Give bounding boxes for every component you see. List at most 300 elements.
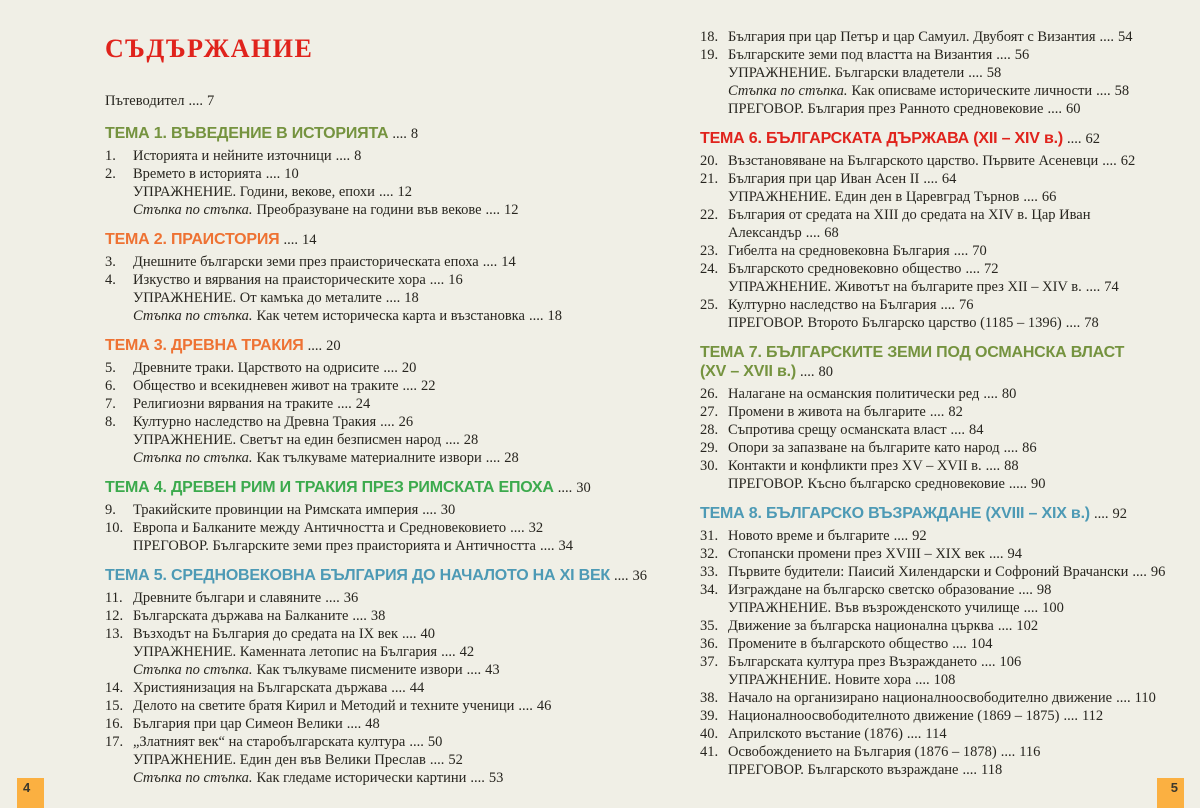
dot-leader: .... xyxy=(307,338,323,354)
entry-page: 18 xyxy=(547,308,562,324)
entry-lead-italic: Стъпка по стъпка. xyxy=(133,308,253,324)
toc-entry xyxy=(105,165,653,183)
dot-leader: .... xyxy=(1063,708,1078,724)
toc-entry xyxy=(700,457,1178,475)
toc-section-tema-5-continued xyxy=(700,28,1178,118)
entry-text: ПРЕГОВОР. Късно българско средновековие xyxy=(728,476,1005,492)
dot-leader: .... xyxy=(950,422,966,438)
toc-entry xyxy=(105,271,653,289)
dot-leader: .... xyxy=(1116,690,1131,706)
entry-lead-italic: Стъпка по стъпка. xyxy=(133,202,253,218)
dot-leader: .... xyxy=(265,166,281,182)
entry-page: 26 xyxy=(398,414,414,430)
entry-text: Промени в живота на българите xyxy=(728,404,926,420)
dot-leader: .... xyxy=(1102,153,1117,169)
toc-entry xyxy=(700,242,1178,260)
dot-leader: .... xyxy=(409,734,424,750)
dot-leader: .... xyxy=(953,243,969,259)
entry-text: Първите будители: Паисий Хилендарски и Софроний Врачански xyxy=(728,564,1129,580)
entry-page: 74 xyxy=(1104,279,1119,295)
entry-page: 72 xyxy=(983,261,999,277)
entry-text: Съпротива срещу османската власт xyxy=(728,422,947,438)
entry-number: 23. xyxy=(700,243,719,259)
dot-leader: .... xyxy=(441,644,456,660)
toc-entry xyxy=(700,421,1178,439)
toc-entry xyxy=(105,431,653,449)
entry-lead-italic: Стъпка по стъпка. xyxy=(133,770,253,786)
dot-leader: .... xyxy=(980,654,996,670)
toc-section-tema-4 xyxy=(105,478,653,555)
dot-leader: .... xyxy=(429,272,445,288)
section-title-text: ТЕМА 2. ПРАИСТОРИЯ xyxy=(105,231,280,248)
dot-leader: .... xyxy=(968,65,983,81)
toc-section-tema-5 xyxy=(105,566,653,787)
entry-number: 28. xyxy=(700,422,719,438)
toc-entry xyxy=(105,307,653,325)
entry-text: Възстановяване на Българското царство. Първите Асеневци xyxy=(728,153,1099,169)
entry-page: 94 xyxy=(1007,546,1022,562)
entry-page: 60 xyxy=(1065,101,1081,117)
entry-page: 100 xyxy=(1042,600,1064,616)
toc-entry xyxy=(700,100,1178,118)
entry-text: УПРАЖНЕНИЕ. Един ден във Велики Преслав xyxy=(133,752,426,768)
dot-leader: .... xyxy=(1096,83,1111,99)
entry-page: 88 xyxy=(1004,458,1019,474)
entry-number: 41. xyxy=(700,744,719,760)
entry-page: 78 xyxy=(1084,315,1099,331)
dot-leader: .... xyxy=(1093,506,1109,522)
section-page: 14 xyxy=(301,232,317,248)
entry-number: 39. xyxy=(700,708,719,724)
entry-number: 13. xyxy=(105,626,124,642)
section-title xyxy=(105,336,653,356)
toc-entry xyxy=(105,625,653,643)
entry-page: 58 xyxy=(986,65,1002,81)
entry-number: 9. xyxy=(105,502,116,518)
dot-leader: .... xyxy=(188,93,203,109)
entry-page: 24 xyxy=(355,396,371,412)
entry-number: 32. xyxy=(700,546,719,562)
entry-page: 62 xyxy=(1120,153,1136,169)
dot-leader: .... xyxy=(539,538,555,554)
entry-text: Древните траки. Царството на одрисите xyxy=(133,360,380,376)
entry-text: Делото на светите братя Кирил и Методий и техните ученици xyxy=(133,698,515,714)
entry-number: 33. xyxy=(700,564,719,580)
dot-leader: .... xyxy=(988,546,1004,562)
entry-text: УПРАЖНЕНИЕ. Каменната летопис на България xyxy=(133,644,438,660)
toc-entry xyxy=(700,82,1178,100)
entry-text: Българската държава на Балканите xyxy=(133,608,349,624)
entry-number: 26. xyxy=(700,386,719,402)
entry-text: Древните българи и славяните xyxy=(133,590,322,606)
entry-text: Как описваме историческите личности xyxy=(851,83,1093,99)
entry-page: 7 xyxy=(206,93,215,109)
entry-page: 30 xyxy=(440,502,456,518)
entry-text: Опори за запазване на българите като народ xyxy=(728,440,1000,456)
entry-page: 14 xyxy=(501,254,516,270)
entry-page: 43 xyxy=(485,662,500,678)
toc-entry xyxy=(105,413,653,431)
page-number-badge-right: 5 xyxy=(1157,778,1184,808)
entry-page: 46 xyxy=(536,698,552,714)
entry-text: Как гледаме исторически картини xyxy=(256,770,467,786)
dot-leader: .... xyxy=(385,290,401,306)
dot-leader: .... xyxy=(985,458,1001,474)
dot-leader: .... xyxy=(429,752,445,768)
section-page: 80 xyxy=(818,364,833,380)
toc-entry xyxy=(700,743,1178,761)
dot-leader: .... xyxy=(996,47,1011,63)
toc-entry xyxy=(700,617,1178,635)
toc-entry xyxy=(105,697,653,715)
entry-number: 31. xyxy=(700,528,719,544)
section-page: 36 xyxy=(632,568,647,584)
entry-text: Освобождението на България (1876 – 1878) xyxy=(728,744,997,760)
dot-leader: .... xyxy=(557,480,573,496)
toc-entry xyxy=(700,439,1178,457)
toc-entry xyxy=(700,170,1178,188)
entry-page: 86 xyxy=(1022,440,1037,456)
entry-number: 40. xyxy=(700,726,719,742)
entry-number: 27. xyxy=(700,404,719,420)
entry-page: 12 xyxy=(504,202,519,218)
page-number-badge-left: 4 xyxy=(17,778,44,808)
toc-entry xyxy=(700,761,1178,779)
section-page: 92 xyxy=(1112,506,1127,522)
entry-number: 21. xyxy=(700,171,719,187)
dot-leader: .... xyxy=(952,636,967,652)
dot-leader: .... xyxy=(528,308,544,324)
dot-leader: .... xyxy=(337,396,352,412)
right-sections xyxy=(700,28,1178,779)
right-page xyxy=(700,28,1178,779)
entry-page: 48 xyxy=(365,716,380,732)
dot-leader: .... xyxy=(1085,279,1101,295)
dot-leader: .... xyxy=(485,450,501,466)
entry-page: 76 xyxy=(959,297,974,313)
entry-text: България при цар Петър и цар Самуил. Двубоят с Византия xyxy=(728,29,1096,45)
entry-page: 52 xyxy=(448,752,463,768)
dot-leader: .... xyxy=(352,608,367,624)
entry-number: 10. xyxy=(105,520,124,536)
dot-leader: .... xyxy=(962,762,977,778)
entry-page: 56 xyxy=(1014,47,1030,63)
section-title-text: ТЕМА 6. БЪЛГАРСКАТА ДЪРЖАВА (XII – XIV в.) xyxy=(700,130,1063,147)
toc-section-tema-6 xyxy=(700,129,1178,332)
entry-text: Европа и Балканите между Античността и Средновековието xyxy=(133,520,507,536)
entry-text: ПРЕГОВОР. Българското възраждане xyxy=(728,762,959,778)
entry-number: 25. xyxy=(700,297,719,313)
entry-page: 38 xyxy=(370,608,386,624)
toc-section-tema-3 xyxy=(105,336,653,467)
entry-text: УПРАЖНЕНИЕ. Един ден в Царевград Търнов xyxy=(728,189,1020,205)
toc-entry xyxy=(105,661,653,679)
toc-entry xyxy=(105,289,653,307)
toc-entry xyxy=(105,147,653,165)
entry-number: 3. xyxy=(105,254,116,270)
entry-number: 18. xyxy=(700,29,719,45)
entry-text: Културно наследство на Древна Тракия xyxy=(133,414,377,430)
toc-entry xyxy=(700,206,1178,242)
entry-text: УПРАЖНЕНИЕ. Новите хора xyxy=(728,672,912,688)
entry-page: 108 xyxy=(933,672,956,688)
entry-lead-italic: Стъпка по стъпка. xyxy=(133,450,253,466)
entry-page: 118 xyxy=(980,762,1003,778)
dot-leader: .... xyxy=(346,716,362,732)
section-title-text: ТЕМА 7. БЪЛГАРСКИТЕ ЗЕМИ ПОД ОСМАНСКА ВЛАСТ xyxy=(700,344,1125,361)
entry-number: 11. xyxy=(105,590,123,606)
toc-entry xyxy=(700,527,1178,545)
entry-text: Налагане на османския политически ред xyxy=(728,386,980,402)
dot-leader: .... xyxy=(1065,315,1081,331)
section-title-text: ТЕМА 3. ДРЕВНА ТРАКИЯ xyxy=(105,337,304,354)
dot-leader: .... xyxy=(510,520,525,536)
entry-text: Изграждане на българско светско образование xyxy=(728,582,1015,598)
toc-entry xyxy=(700,296,1178,314)
entry-number: 1. xyxy=(105,148,116,164)
entry-text: Българското средновековно общество xyxy=(728,261,962,277)
dot-leader: .... xyxy=(923,171,938,187)
dot-leader: .... xyxy=(402,626,417,642)
entry-text: Възходът на България до средата на IX век xyxy=(133,626,399,642)
toc-entry xyxy=(700,403,1178,421)
entry-number: 20. xyxy=(700,153,719,169)
dot-leader: .... xyxy=(422,502,437,518)
entry-text: Българските земи под властта на Византия xyxy=(728,47,993,63)
entry-page: 28 xyxy=(504,450,519,466)
entry-page: 90 xyxy=(1031,476,1046,492)
entry-number: 7. xyxy=(105,396,116,412)
entry-page: 32 xyxy=(528,520,544,536)
toc-entry xyxy=(700,28,1178,46)
entry-text: Общество и всекидневен живот на траките xyxy=(133,378,399,394)
entry-number: 14. xyxy=(105,680,124,696)
toc-entry xyxy=(700,581,1178,599)
entry-page: 96 xyxy=(1150,564,1166,580)
entry-text: Времето в историята xyxy=(133,166,262,182)
dot-leader: .... xyxy=(445,432,460,448)
entry-page: 102 xyxy=(1016,618,1039,634)
toc-entry xyxy=(700,653,1178,671)
entry-number: 38. xyxy=(700,690,719,706)
dot-leader: ..... xyxy=(1008,476,1028,492)
entry-number: 5. xyxy=(105,360,116,376)
entry-text: Как тълкуваме писмените извори xyxy=(256,662,463,678)
entry-text: Промените в българското общество xyxy=(728,636,949,652)
entry-page: 44 xyxy=(409,680,425,696)
toc-entry xyxy=(105,183,653,201)
dot-leader: .... xyxy=(470,770,485,786)
entry-text: УПРАЖНЕНИЕ. Във възрожденското училище xyxy=(728,600,1020,616)
entry-page: 82 xyxy=(948,404,963,420)
toc-entry xyxy=(700,689,1178,707)
entry-lead-italic: Стъпка по стъпка. xyxy=(728,83,848,99)
entry-page: 28 xyxy=(463,432,479,448)
entry-page: 58 xyxy=(1114,83,1130,99)
entry-text: „Златният век“ на старобългарската култура xyxy=(133,734,406,750)
entry-text: Историята и нейните източници xyxy=(133,148,332,164)
entry-page: 92 xyxy=(912,528,927,544)
entry-text: Изкуство и вярвания на праисторическите хора xyxy=(133,272,426,288)
entry-page: 66 xyxy=(1041,189,1057,205)
entry-number: 15. xyxy=(105,698,124,714)
entry-number: 22. xyxy=(700,207,719,223)
entry-text: УПРАЖНЕНИЕ. Български владетели xyxy=(728,65,965,81)
entry-lead-italic: Стъпка по стъпка. xyxy=(133,662,253,678)
toc-entry xyxy=(700,188,1178,206)
dot-leader: .... xyxy=(518,698,533,714)
dot-leader: .... xyxy=(378,184,394,200)
entry-text: Новото време и българите xyxy=(728,528,890,544)
entry-number: 29. xyxy=(700,440,719,456)
section-title-text: ТЕМА 5. СРЕДНОВЕКОВНА БЪЛГАРИЯ ДО НАЧАЛОТО НА XI ВЕК xyxy=(105,567,610,584)
entry-number: 24. xyxy=(700,261,719,277)
toc-entry xyxy=(105,501,653,519)
toc-entry xyxy=(105,377,653,395)
dot-leader: .... xyxy=(1000,744,1016,760)
section-title-line2: (XV – XVII в.) xyxy=(700,363,796,380)
entry-number: 19. xyxy=(700,47,719,63)
entry-page: 114 xyxy=(925,726,947,742)
dot-leader: .... xyxy=(325,590,340,606)
toc-entry-guide xyxy=(105,92,653,110)
entry-page: 80 xyxy=(1001,386,1017,402)
dot-leader: .... xyxy=(906,726,922,742)
entry-page: 10 xyxy=(284,166,299,182)
toc-entry xyxy=(105,359,653,377)
toc-entry xyxy=(700,635,1178,653)
toc-entry xyxy=(105,395,653,413)
section-page: 30 xyxy=(576,480,591,496)
dot-leader: .... xyxy=(283,232,298,248)
entry-text: ПРЕГОВОР. Второто Българско царство (1185 – 1396) xyxy=(728,315,1062,331)
toc-entry xyxy=(105,751,653,769)
section-title-text: ТЕМА 4. ДРЕВЕН РИМ И ТРАКИЯ ПРЕЗ РИМСКАТА ЕПОХА xyxy=(105,479,554,496)
dot-leader: .... xyxy=(1023,600,1039,616)
entry-page: 16 xyxy=(448,272,463,288)
dot-leader: .... xyxy=(1018,582,1033,598)
entry-page: 36 xyxy=(343,590,359,606)
section-title xyxy=(105,124,653,144)
dot-leader: .... xyxy=(965,261,980,277)
dot-leader: .... xyxy=(799,364,815,380)
entry-text: Пътеводител xyxy=(105,93,185,109)
toc-entry xyxy=(700,707,1178,725)
toc-entry xyxy=(105,201,653,219)
dot-leader: .... xyxy=(614,568,629,584)
entry-text: Националноосвободителното движение (1869 – 1875) xyxy=(728,708,1060,724)
toc-section-tema-7 xyxy=(700,343,1178,493)
dot-leader: .... xyxy=(1067,131,1082,147)
section-title-text: ТЕМА 1. ВЪВЕДЕНИЕ В ИСТОРИЯТА xyxy=(105,125,389,142)
toc-entry xyxy=(105,253,653,271)
entry-page: 12 xyxy=(397,184,412,200)
toc-entry xyxy=(700,278,1178,296)
section-title-text: ТЕМА 8. БЪЛГАРСКО ВЪЗРАЖДАНЕ (XVIII – XIX в.) xyxy=(700,505,1090,522)
section-title xyxy=(700,504,1178,524)
entry-page: 34 xyxy=(558,538,573,554)
entry-page: 112 xyxy=(1081,708,1104,724)
toc-entry xyxy=(700,64,1178,82)
entry-page: 98 xyxy=(1036,582,1052,598)
toc-entry xyxy=(105,537,653,555)
entry-page: 22 xyxy=(421,378,436,394)
dot-leader: .... xyxy=(1023,189,1038,205)
entry-number: 36. xyxy=(700,636,719,652)
toc-entry xyxy=(105,607,653,625)
dot-leader: .... xyxy=(805,225,821,241)
entry-number: 30. xyxy=(700,458,719,474)
toc-section-tema-8 xyxy=(700,504,1178,779)
dot-leader: .... xyxy=(466,662,482,678)
dot-leader: .... xyxy=(940,297,956,313)
entry-text: Тракийските провинции на Римската империя xyxy=(133,502,419,518)
entry-text: Стопански промени през XVIII – XIX век xyxy=(728,546,985,562)
dot-leader: .... xyxy=(893,528,909,544)
dot-leader: .... xyxy=(391,680,406,696)
entry-number: 35. xyxy=(700,618,719,634)
section-page: 20 xyxy=(326,338,341,354)
entry-text: Априлското въстание (1876) xyxy=(728,726,903,742)
toc-entry xyxy=(700,725,1178,743)
entry-page: 64 xyxy=(941,171,957,187)
entry-number: 17. xyxy=(105,734,124,750)
entry-text: Културно наследство на България xyxy=(728,297,937,313)
toc-entry xyxy=(700,545,1178,563)
toc-entry xyxy=(105,589,653,607)
toc-entry xyxy=(700,152,1178,170)
entry-number: 4. xyxy=(105,272,116,288)
toc-entry xyxy=(105,519,653,537)
left-sections xyxy=(105,124,653,787)
entry-text: България при цар Иван Асен II xyxy=(728,171,920,187)
entry-text: Религиозни вярвания на траките xyxy=(133,396,334,412)
left-page xyxy=(105,34,653,787)
dot-leader: .... xyxy=(1099,29,1115,45)
dot-leader: .... xyxy=(1047,101,1062,117)
entry-text: България от средата на XIII до средата на XIV в. Цар Иван Александър xyxy=(728,207,1091,241)
entry-page: 68 xyxy=(824,225,839,241)
entry-number: 34. xyxy=(700,582,719,598)
dot-leader: .... xyxy=(983,386,998,402)
entry-page: 53 xyxy=(488,770,504,786)
toc-entry xyxy=(700,46,1178,64)
entry-number: 2. xyxy=(105,166,116,182)
entry-text: Днешните български земи през праисторическата епоха xyxy=(133,254,479,270)
entry-text: ПРЕГОВОР. България през Ранното средновековие xyxy=(728,101,1044,117)
toc-entry xyxy=(105,733,653,751)
dot-leader: .... xyxy=(482,254,498,270)
toc-entry xyxy=(105,643,653,661)
dot-leader: .... xyxy=(383,360,398,376)
entry-page: 110 xyxy=(1134,690,1156,706)
toc-entry xyxy=(700,260,1178,278)
toc-entry xyxy=(700,599,1178,617)
dot-leader: .... xyxy=(915,672,930,688)
entry-page: 18 xyxy=(404,290,419,306)
dot-leader: .... xyxy=(929,404,945,420)
toc-entry xyxy=(105,715,653,733)
entry-text: Преобразуване на години във векове xyxy=(256,202,482,218)
entry-text: Движение за българска национална църква xyxy=(728,618,994,634)
section-page: 62 xyxy=(1085,131,1100,147)
dot-leader: .... xyxy=(485,202,501,218)
entry-page: 84 xyxy=(969,422,984,438)
entry-number: 6. xyxy=(105,378,116,394)
dot-leader: .... xyxy=(392,126,407,142)
section-title xyxy=(700,129,1178,149)
toc-entry xyxy=(700,671,1178,689)
